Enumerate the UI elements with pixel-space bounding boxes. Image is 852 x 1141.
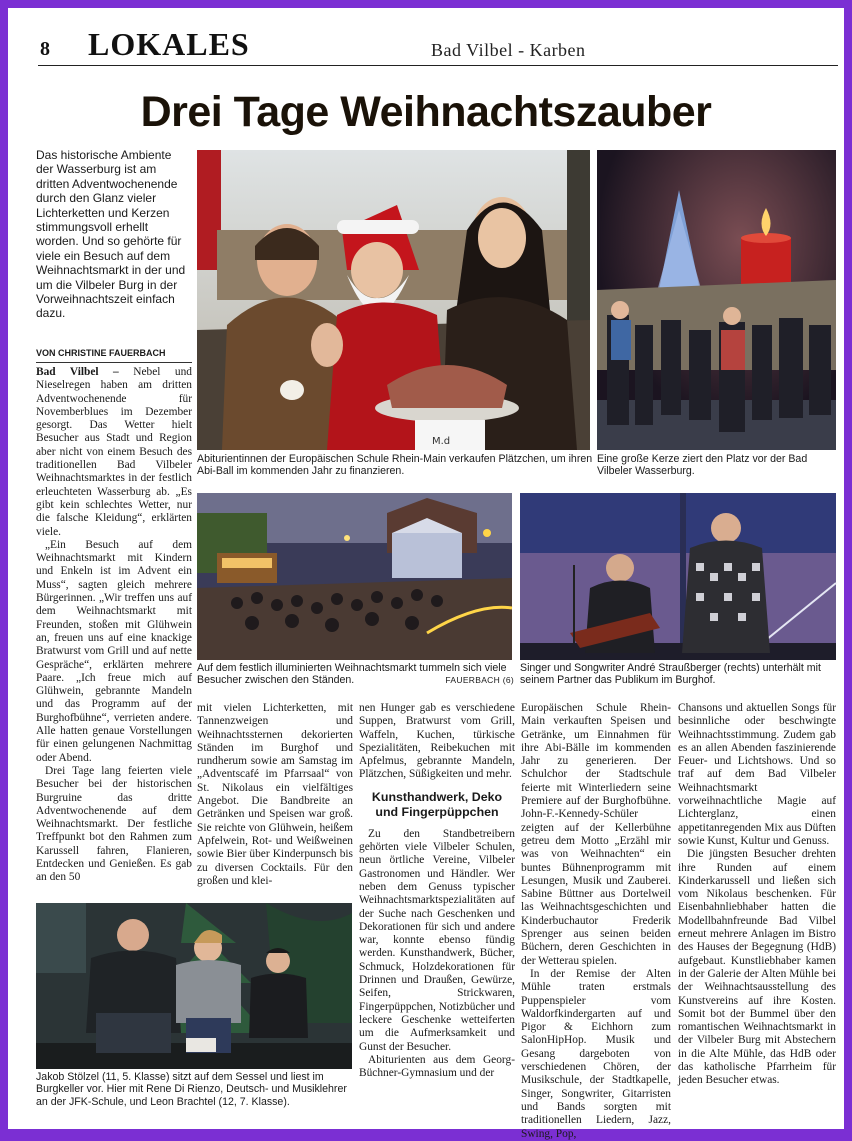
newspaper-page [8, 8, 844, 1140]
section-title: LOKALES [88, 26, 250, 62]
column-5-paragraph-2: Die jüngsten Besucher drehten ihre Runden auf einem Kinderkarussell und ließen sich vom Nikolaus beschenken. Für Eisenbahnliebhaber hatten die Modellbahnfreunde Bad Vilbel erneut mehrere Anlagen im Bistro des Hauses der Begegnung (HdB) aufgebaut. Kunstliebhaber kamen in der Galerie der Alten Mühle bei der Weihnachtsausstellung des Kunstvereins auf ihre Kosten. Somit bot der Bummel über den romantischen Weihnachtsmarkt in der Vilbeler Burg mit Abstechern in die Alte Mühle, das HdB oder das katholische Pfarrheim für jeden Besucher etwas. [678, 848, 836, 1087]
page-number: 8 [40, 38, 50, 60]
photo-singer [520, 493, 836, 660]
article-column-2 [197, 702, 353, 892]
column-5-paragraph-1: Chansons und aktuellen Songs für besinnliche oder beschwingte Weihnachtsstimmung. Zudem gab es an allen Abenden faszinierende Feuer- und Lichtshows. Und so traf auf dem Bad Vilbeler Weihnachtsmarkt vorweihnachtliche Magie auf Lichterglanz, einen appetitanregenden Mix aus Düften sowie Kunst, Kultur und Genuss. [678, 702, 836, 847]
photo-reading [36, 903, 352, 1069]
article-column-3 [359, 702, 515, 1112]
location-label: Bad Vilbel - Karben [431, 40, 586, 60]
byline-divider [36, 362, 192, 363]
article-subheading [359, 790, 515, 820]
article-column-4 [521, 702, 671, 1140]
column-1-paragraph-1: Nebel und Nieselregen haben am dritten Adventwochenende für Novemberblues im Dezember gesorgt. Das Wetter hielt Besucher aus Stadt und Region aber nicht von einem Besuch des traditionellen Bad Vilbeler Weihnachtsmarktes in der festlich erleuchteten Wasserburg ab. „Es gibt kein schlechtes Wetter, nur die falsche Kleidung“, erklärten viele. [36, 366, 192, 538]
article-column-1 [36, 366, 192, 896]
column-2-paragraph-1: mit vielen Lichterketten, mit Tannenzweigen und Weihnachtssternen dekorierten Ständen im Burghof und rundherum sowie am Samstag im „Adventscafé im Pfarrsaal“ von St. Nikolaus ein vielfältiges Angebot. Die Bandbreite an Getränken und Speisen war groß. Sie reichte von Glühwein, heißem Apfelwein, Rot- und Weißweinen sowie Bier über Kinderpunsch bis zu diversen Cocktails. Für den großen und klei- [197, 702, 353, 887]
byline: VON CHRISTINE FAUERBACH [36, 348, 166, 358]
column-4-paragraph-2: In der Remise der Alten Mühle traten erstmals Puppenspieler vom Waldorfkindergarten auf und Pigor & Eichhorn zum SalonHipHop. Musik und Gesang dargeboten von verschiedenen Chören, der Musikschule, der Stadtkapelle, Singer, Songwriter, Gitarristen und Bands sorgten mit traditionellen Liedern, Jazz, Swing, Pop, [521, 967, 671, 1140]
photo-santa-cookies [197, 150, 590, 450]
subheading-line-1: Kunsthandwerk, Deko [371, 789, 503, 804]
header-divider [38, 65, 838, 66]
column-3-paragraph-3: Abiturienten aus dem Georg-Büchner-Gymnasium und der [359, 1053, 515, 1080]
photo-credit: FAUERBACH (6) [445, 675, 514, 686]
photo-candle [597, 150, 836, 450]
caption-market [197, 662, 514, 687]
article-lead: Das historische Ambiente der Wasserburg ist am dritten Adventwochenende durch den Glanz vieler Lichterketten und Kerzen stimmungsvoll erhellt worden. Und so gehörte für viele ein Besuch auf dem Weihnachtsmarkt in der und um die Vilbeler Burg in der Vorweihnachtszeit einfach dazu. [36, 148, 186, 321]
column-1-paragraph-3: Drei Tage lang feierten viele Besucher bei der historischen Burgruine das dritte Adventwochenende auf dem Weihnachtsmarkt. Der festliche Treffpunkt bot den Rahmen zum Karussell fahren, Flanieren, Entdecken und Genießen. Es gab an den 50 [36, 764, 192, 884]
caption-market-text: Auf dem festlich illuminierten Weihnachtsmarkt tummeln sich viele Besucher zwischen den Ständen. [197, 662, 507, 687]
caption-santa: Abiturientinnen der Europäischen Schule Rhein-Main verkaufen Plätzchen, um ihren Abi-Ball im kommenden Jahr zu finanzieren. [197, 453, 593, 478]
caption-singer: Singer und Songwriter André Straußberger (rechts) unterhält mit seinem Partner das Publikum im Burghof. [520, 662, 821, 687]
caption-reading: Jakob Stölzel (11, 5. Klasse) sitzt auf dem Sessel und liest im Burgkeller vor. Hier mit Rene Di Rienzo, Deutsch- und Musiklehrer an der JFK-Schule, und Leon Brachtel (12, 7. Klasse). [36, 1071, 347, 1108]
column-3-paragraph-2: Zu den Standbetreibern gehörten viele Vilbeler Schulen, neun örtliche Vereine, Vilbeler Gastronomen und Händler. Wer neben dem Genuss typischer Weihnachtsmarktspezialitäten auf der Suche nach Geschenken und Dekorationen für sich und andere war, konnte ebenso fündig werden. Kunsthandwerk, Bücher, Schmuck, Holzdekorationen für Drinnen und Draußen, Gewürze, Seifen, Strickwaren, Fingerpüppchen, Notizbücher und leckere Geschenke wetteiferten um die Aufmerksamkeit und Gunst der Besucher. [359, 827, 515, 1053]
caption-candle: Eine große Kerze ziert den Platz vor der Bad Vilbeler Wasserburg. [597, 453, 808, 478]
dateline: Bad Vilbel – [36, 366, 119, 378]
photo-market [197, 493, 512, 660]
article-headline: Drei Tage Weihnachtszauber [140, 88, 712, 136]
subheading-line-2: und Fingerpüppchen [375, 804, 499, 819]
column-1-paragraph-2: „Ein Besuch auf dem Weihnachtsmarkt mit Kindern und Enkeln ist im Advent ein Muss“, sagten gleich mehrere Bürgerinnen. „Wir treffen uns auf dem Weihnachtsmarkt mit Freunden, stoßen mit Glühwein an, freuen uns auf eine knackige Bratwurst vom Grill und auf nette Gespräche“, erklärten mehrere Paare. „Ich freue mich auf Glühwein, gebrannte Mandeln und das Programm auf der Burghofbühne“, verrieten andere. Alle hatten genaue Vorstellungen für einen gelungenen Nachmittag oder Abend. [36, 538, 192, 764]
column-3-paragraph-1: nen Hunger gab es verschiedene Suppen, Bratwurst vom Grill, Waffeln, Kuchen, türkische Spezialitäten, Reibekuchen mit Apfelmus, gebrannte Mandeln, Plätzchen, Süßigkeiten und mehr. [359, 702, 515, 781]
article-column-5 [678, 702, 836, 1112]
column-4-paragraph-1: Europäischen Schule Rhein-Main verkauften Speisen und Getränke, um Einnahmen für ihre Abi-Bälle im kommenden Jahr zu generieren. Der Schulchor der Stadtschule feierte mit Winterliedern seine Premiere auf der Burghofbühne. John-F.-Kennedy-Schüler zeigten auf der Kellerbühne getreu dem Motto „Erzähl mir was von Weihnachten“ ein buntes Bühnenprogramm mit Lesungen, Musik und Zauberei. Sabine Büttner aus Dortelweil las Weihnachtsgeschichten und Kinderbuchautor Frederik Sprenger aus seinen beiden Büchern, deren Geschichten in der Wetterau spielen. [521, 702, 671, 967]
tray-sign-text: M.d [432, 436, 451, 447]
